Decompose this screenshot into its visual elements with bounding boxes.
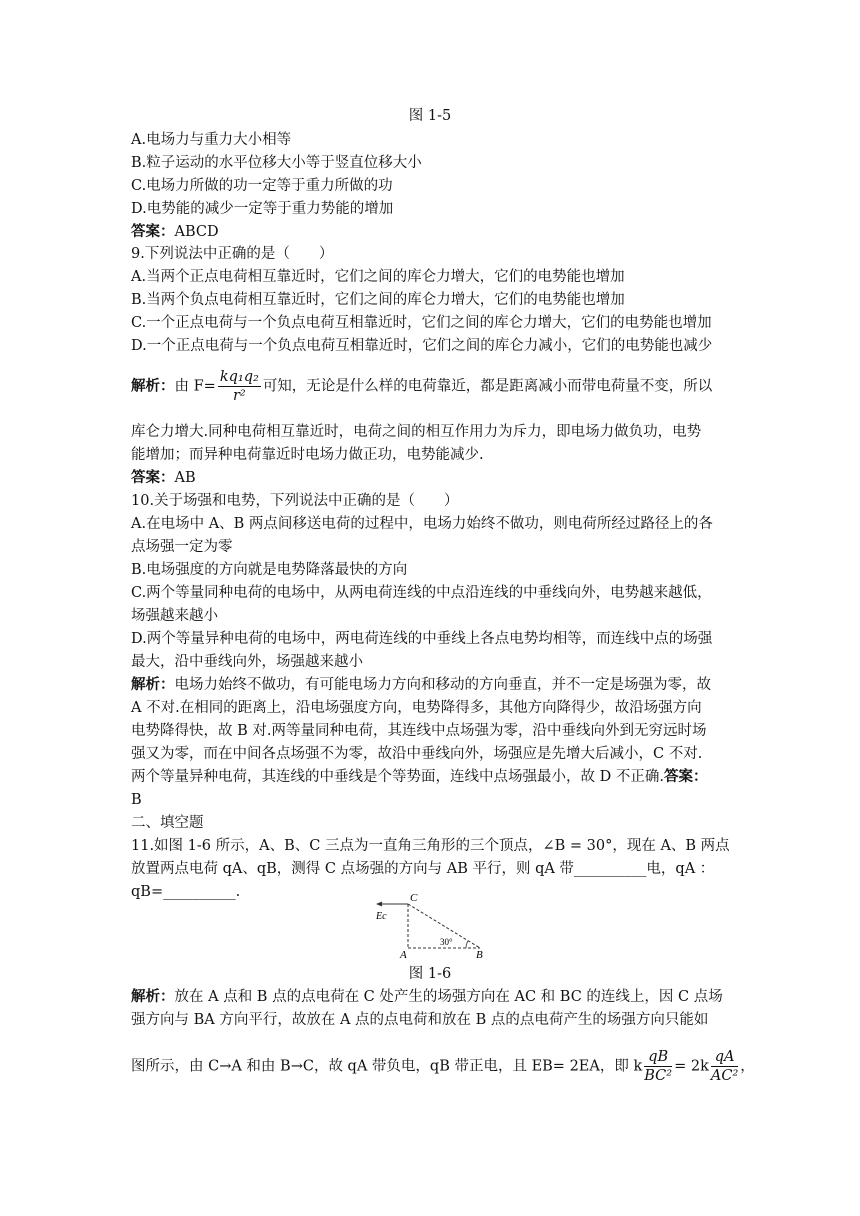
q10-analysis-line: A 不对.在相同的距离上，沿电场强度方向，电势降得多，其他方向降得少，故沿场强方向: [131, 700, 702, 716]
analysis-label: 解析：: [131, 676, 175, 693]
label-angle: 30°: [440, 937, 453, 947]
q10-option-line: 最大，沿中垂线向外，场强越来越小: [131, 654, 363, 670]
q10-stem: 10.关于场强和电势，下列说法中正确的是（ ）: [131, 493, 459, 509]
arrowhead: [376, 902, 382, 907]
label-b: B: [476, 949, 483, 960]
q9-option-b: B.当两个负点电荷相互靠近时，它们之间的库仑力增大，它们的电势能也增加: [131, 292, 625, 308]
q10-option-line: 点场强一定为零: [131, 539, 233, 555]
label-ec: Ec: [376, 911, 387, 922]
q8-option-b: B.粒子运动的水平位移大小等于竖直位移大小: [131, 155, 422, 171]
q10-option-line: B.电场强度的方向就是电势降落最快的方向: [131, 562, 408, 578]
q8-option-c: C.电场力所做的功一定等于重力所做的功: [131, 178, 393, 194]
q8-option-d: D.电势能的减少一定等于重力势能的增加: [131, 201, 394, 217]
formula-denominator: BC²: [644, 1068, 673, 1084]
formula-numerator: qA: [711, 1048, 738, 1067]
q8-answer-line: [131, 222, 219, 242]
q9-analysis-post: 可知，无论是什么样的电荷靠近，都是距离减小而带电荷量不变，所以: [262, 378, 713, 395]
q10-option-line: D.两个等量异种电荷的电场中，两电荷连线的中垂线上各点电势均相等，而连线中点的场强: [131, 631, 713, 647]
field-formula-a: [711, 1048, 738, 1085]
formula-denominator: r²: [232, 388, 246, 404]
q11-analysis-text: 图所示，由 C→A 和由 B→C，故 qA 带负电，qB 带正电，且 EB= 2EA，即 k: [131, 1058, 643, 1075]
label-c: C: [410, 892, 418, 904]
q10-analysis-line: 电势降得快，故 B 对.两等量同种电荷，其连线中点场强为零，沿中垂线向外到无穷远时场: [131, 723, 707, 739]
q11-analysis-line: 强方向与 BA 方向平行，故放在 A 点的点电荷和放在 B 点的点电荷产生的场强方向只能如: [131, 1012, 709, 1028]
formula-numerator: kq₁q₂: [219, 369, 259, 385]
field-formula-b: [644, 1048, 672, 1085]
formula-numerator: qB: [644, 1048, 672, 1067]
q8-option-a: A.电场力与重力大小相等: [131, 132, 292, 148]
q9-answer: AB: [174, 470, 196, 486]
label-a: A: [400, 949, 407, 960]
q10-option-line: 场强越来越小: [131, 608, 218, 624]
q10-analysis-text: 两个等量异种电荷，其连线的中垂线是个等势面，连线中点场强最小，故 D 不正确.: [131, 769, 664, 785]
analysis-label: 解析：: [131, 377, 175, 395]
q9-analysis-line-2: 能增加；而异种电荷靠近时电场力做正功，电势能减少.: [131, 447, 484, 463]
q10-answer: B: [131, 792, 142, 808]
analysis-label: 解析：: [131, 988, 175, 1005]
q9-option-c: C.一个正点电荷与一个负点电荷互相靠近时，它们之间的库仑力增大，它们的电势能也增加: [131, 315, 712, 331]
q11-line: 11.如图 1-6 所示，A、B、C 三点为一直角三角形的三个顶点，∠B = 30°，现在 A、B 两点: [131, 838, 730, 854]
q11-line: 放置两点电荷 qA、qB，测得 C 点场强的方向与 AB 平行，则 qA 带__________电，qA ：: [131, 861, 715, 877]
section-fill-in-blank: 二、填空题: [131, 815, 204, 831]
figure-1-6-caption: 图 1-6: [408, 966, 452, 982]
q11-analysis-text: 放在 A 点和 B 点的点电荷在 C 处产生的场强方向在 AC 和 BC 的连线上，因 C 点场: [174, 989, 723, 1005]
q10-analysis-last: [131, 767, 707, 787]
formula-denominator: AC²: [710, 1068, 739, 1084]
figure-1-5-caption: 图 1-5: [408, 108, 452, 124]
q11-analysis-first: [131, 987, 723, 1007]
q10-analysis-text: 电场力始终不做功，有可能电场力方向和移动的方向垂直，并不一定是场强为零，故: [174, 677, 711, 693]
q8-answer: ABCD: [174, 224, 219, 240]
answer-label: 答案：: [663, 768, 708, 785]
answer-label: 答案：: [131, 223, 175, 240]
q9-answer-line: [131, 468, 196, 488]
answer-label: 答案：: [131, 469, 175, 486]
figure-1-6-triangle: [370, 892, 500, 960]
q10-analysis-line: 强又为零，而在中间各点场强不为零，故沿中垂线向外，场强应是先增大后减小，C 不对.: [131, 746, 703, 762]
coulomb-formula: [218, 368, 261, 405]
q10-analysis-first: [131, 675, 711, 695]
q9-stem: 9.下列说法中正确的是（ ）: [131, 246, 334, 262]
formula-tail: ，: [740, 1058, 755, 1075]
q9-option-a: A.当两个正点电荷相互靠近时，它们之间的库仑力增大，它们的电势能也增加: [131, 269, 625, 285]
q9-analysis-pre: 由 F=: [174, 378, 216, 395]
q9-analysis-line-1: 库仑力增大.同种电荷相互靠近时，电荷之间的相互作用力为斥力，即电场力做负功，电势: [131, 424, 702, 440]
q11-line: qB=__________.: [131, 884, 241, 900]
q10-option-line: C.两个等量同种电荷的电场中，从两电荷连线的中点沿连线的中垂线向外，电势越来越低，: [131, 585, 712, 601]
angle-arc: [466, 941, 468, 948]
formula-equals: = 2k: [674, 1058, 709, 1075]
q11-analysis-formula-line: [131, 1048, 755, 1085]
q9-analysis-formula-line: [131, 368, 712, 405]
q9-option-d: D.一个正点电荷与一个负点电荷互相靠近时，它们之间的库仑力减小，它们的电势能也减少: [131, 338, 713, 354]
q10-option-line: A.在电场中 A、B 两点间移送电荷的过程中，电场力始终不做功，则电荷所经过路径上的各: [131, 516, 713, 532]
